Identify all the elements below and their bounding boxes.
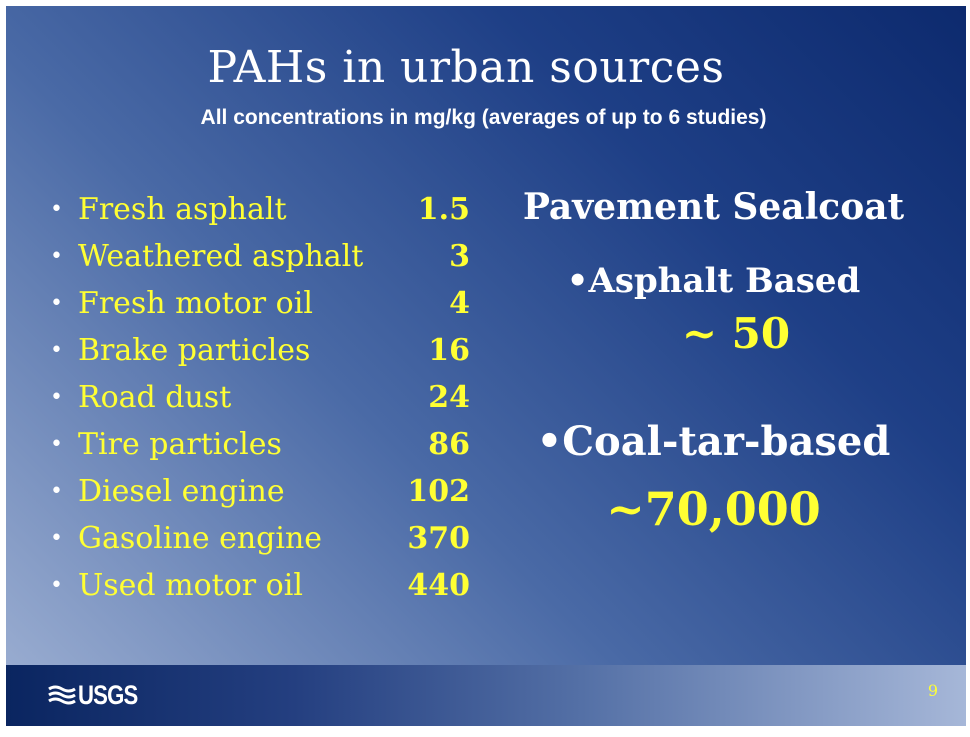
bullet-icon: • bbox=[50, 197, 63, 222]
list-item bbox=[50, 562, 470, 609]
list-item bbox=[50, 374, 470, 421]
source-label: Used motor oil bbox=[78, 568, 303, 603]
sealcoat-heading: Pavement Sealcoat bbox=[522, 186, 905, 228]
source-value: 16 bbox=[428, 333, 470, 368]
page-number: 9 bbox=[927, 681, 938, 700]
source-value: 3 bbox=[449, 239, 470, 274]
source-label: Road dust bbox=[78, 380, 232, 415]
list-item bbox=[50, 468, 470, 515]
slide bbox=[6, 6, 966, 726]
coal-tar-based-value: ~70,000 bbox=[606, 482, 821, 536]
source-label: Fresh motor oil bbox=[78, 286, 313, 321]
source-value: 24 bbox=[428, 380, 470, 415]
bullet-icon: • bbox=[50, 526, 63, 551]
footer-bar bbox=[6, 665, 966, 726]
list-item bbox=[50, 421, 470, 468]
source-value: 4 bbox=[449, 286, 470, 321]
source-value: 440 bbox=[407, 568, 470, 603]
asphalt-based-value: ~ 50 bbox=[681, 309, 791, 358]
list-item bbox=[50, 327, 470, 374]
source-value: 1.5 bbox=[417, 192, 470, 227]
bullet-icon: • bbox=[50, 479, 63, 504]
source-label: Fresh asphalt bbox=[78, 192, 287, 227]
source-label: Weathered asphalt bbox=[78, 239, 364, 274]
bullet-icon: • bbox=[50, 432, 63, 457]
usgs-wave-icon bbox=[48, 684, 76, 706]
list-item bbox=[50, 233, 470, 280]
asphalt-based-label: •Asphalt Based bbox=[566, 261, 861, 301]
list-item bbox=[50, 515, 470, 562]
bullet-icon: • bbox=[50, 338, 63, 363]
bullet-icon: • bbox=[50, 291, 63, 316]
source-label: Tire particles bbox=[78, 427, 282, 462]
slide-title: PAHs in urban sources bbox=[207, 42, 725, 93]
slide-subtitle: All concentrations in mg/kg (averages of up to 6 studies) bbox=[200, 106, 767, 129]
source-label: Diesel engine bbox=[78, 474, 285, 509]
source-label: Gasoline engine bbox=[78, 521, 323, 556]
usgs-logo-text: USGS bbox=[78, 679, 138, 710]
source-list bbox=[50, 186, 470, 609]
source-value: 86 bbox=[428, 427, 470, 462]
usgs-logo bbox=[48, 680, 151, 710]
list-item bbox=[50, 280, 470, 327]
bullet-icon: • bbox=[50, 385, 63, 410]
list-item bbox=[50, 186, 470, 233]
source-value: 102 bbox=[407, 474, 470, 509]
bullet-icon: • bbox=[50, 244, 63, 269]
bullet-icon: • bbox=[50, 573, 63, 598]
source-label: Brake particles bbox=[78, 333, 311, 368]
source-value: 370 bbox=[407, 521, 470, 556]
coal-tar-based-label: •Coal-tar-based bbox=[536, 418, 891, 465]
